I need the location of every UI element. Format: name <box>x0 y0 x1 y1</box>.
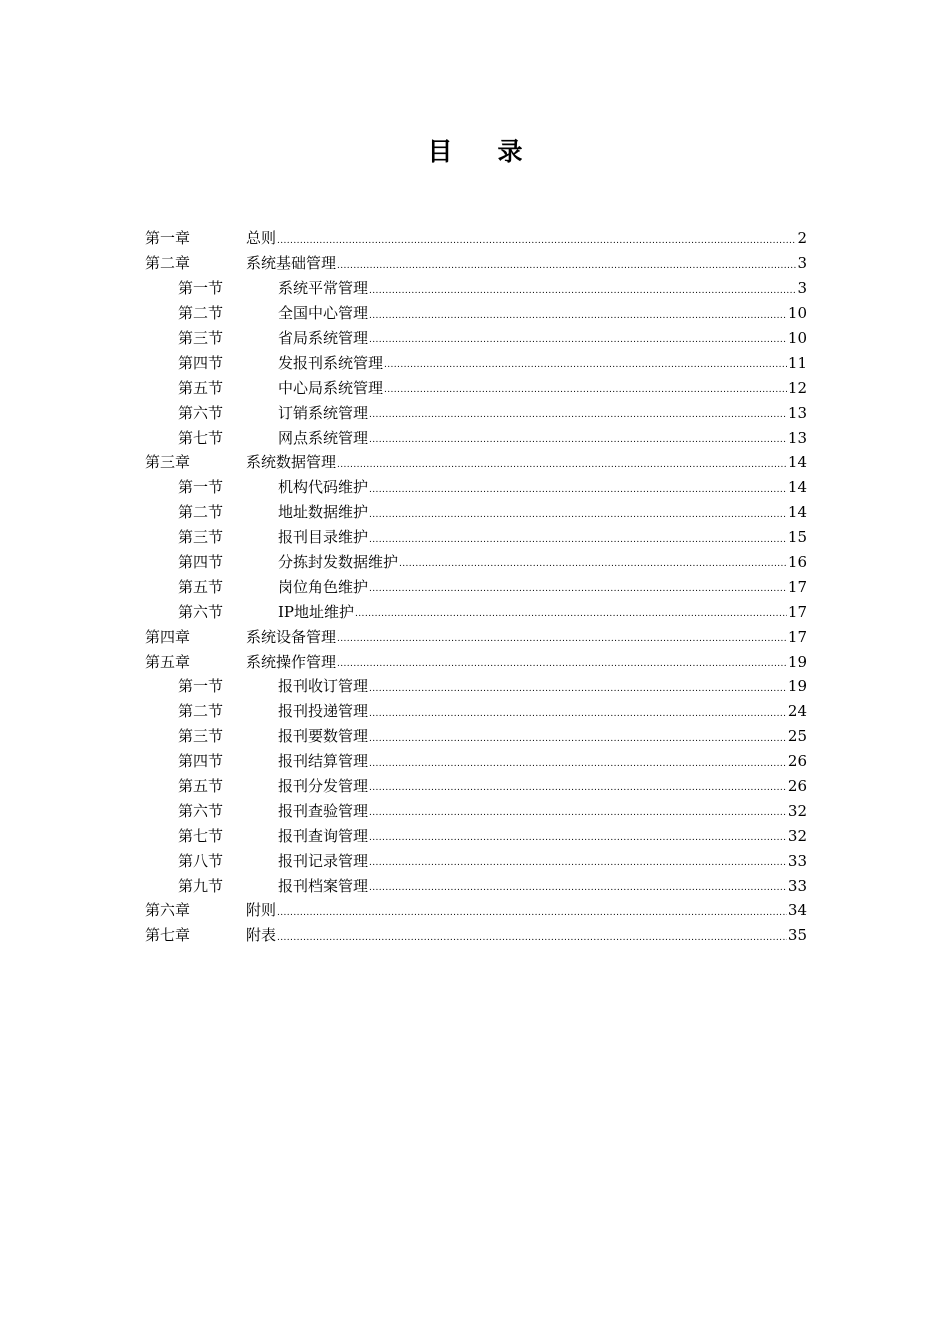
toc-entry-section[interactable] <box>145 574 807 599</box>
toc-entry-title: 附则 <box>246 901 277 920</box>
toc-entry-page-number: 33 <box>787 851 807 870</box>
toc-entry-section[interactable] <box>145 848 807 873</box>
toc-entry-number: 第七节 <box>178 826 224 845</box>
toc-entry-number: 第七章 <box>145 926 191 945</box>
toc-dot-leader <box>399 554 787 574</box>
toc-dot-leader <box>384 380 787 400</box>
toc-dot-leader <box>337 654 787 674</box>
toc-entry-number: 第五章 <box>145 652 191 671</box>
toc-entry-page-number: 14 <box>787 478 807 497</box>
toc-entry-number: 第二节 <box>178 304 224 323</box>
toc-entry-title: 报刊目录维护 <box>278 528 369 547</box>
toc-entry-number: 第八节 <box>178 851 224 870</box>
toc-entry-number: 第二节 <box>178 503 224 522</box>
toc-entry-page-number: 19 <box>787 652 807 671</box>
toc-entry-title: 全国中心管理 <box>278 304 369 323</box>
toc-entry-title: 系统设备管理 <box>246 627 337 646</box>
toc-dot-leader <box>369 505 787 525</box>
toc-entry-section[interactable] <box>145 301 807 326</box>
toc-entry-page-number: 3 <box>797 254 807 273</box>
toc-dot-leader <box>337 629 787 649</box>
toc-entry-section[interactable] <box>145 699 807 724</box>
toc-entry-page-number: 14 <box>787 503 807 522</box>
toc-entry-number: 第三节 <box>178 528 224 547</box>
toc-entry-number: 第二章 <box>145 254 191 273</box>
toc-dot-leader <box>369 853 787 873</box>
toc-entry-title: 机构代码维护 <box>278 478 369 497</box>
toc-entry-page-number: 19 <box>787 677 807 696</box>
toc-entry-number: 第六节 <box>178 602 224 621</box>
toc-entry-chapter[interactable] <box>145 649 807 674</box>
toc-dot-leader <box>369 704 787 724</box>
toc-entry-number: 第三节 <box>178 727 224 746</box>
toc-entry-number: 第四章 <box>145 627 191 646</box>
toc-entry-chapter[interactable] <box>145 624 807 649</box>
toc-entry-title: 系统基础管理 <box>246 254 337 273</box>
toc-dot-leader <box>369 679 787 699</box>
toc-entry-section[interactable] <box>145 798 807 823</box>
toc-entry-number: 第一节 <box>178 478 224 497</box>
toc-entry-title: 报刊档案管理 <box>278 876 369 895</box>
toc-entry-number: 第四节 <box>178 353 224 372</box>
toc-entry-title: 分拣封发数据维护 <box>278 553 399 572</box>
toc-entry-title: 报刊查询管理 <box>278 826 369 845</box>
toc-entry-page-number: 15 <box>787 528 807 547</box>
toc-entry-number: 第六节 <box>178 801 224 820</box>
toc-entry-title: 系统操作管理 <box>246 652 337 671</box>
toc-entry-number: 第三节 <box>178 329 224 347</box>
toc-entry-section[interactable] <box>145 749 807 774</box>
toc-entry-number: 第三章 <box>145 453 191 472</box>
toc-entry-chapter[interactable] <box>145 251 807 276</box>
toc-entry-section[interactable] <box>145 873 807 898</box>
toc-entry-title: 报刊查验管理 <box>278 801 369 820</box>
toc-entry-page-number: 17 <box>787 602 807 621</box>
toc-entry-chapter[interactable] <box>145 226 807 251</box>
toc-dot-leader <box>369 530 787 550</box>
toc-entry-number: 第五节 <box>178 378 224 397</box>
toc-entry-title: 系统平常管理 <box>278 279 369 298</box>
toc-dot-leader <box>369 405 787 425</box>
toc-entry-page-number: 13 <box>787 403 807 422</box>
toc-entry-chapter[interactable] <box>145 450 807 475</box>
toc-entry-page-number: 25 <box>787 727 807 746</box>
toc-entry-page-number: 32 <box>787 826 807 845</box>
toc-entry-number: 第九节 <box>178 876 224 895</box>
toc-entry-page-number: 24 <box>787 702 807 721</box>
toc-entry-section[interactable] <box>145 326 807 351</box>
toc-entry-section[interactable] <box>145 525 807 550</box>
toc-entry-page-number: 32 <box>787 801 807 820</box>
toc-entry-title: 中心局系统管理 <box>278 378 384 397</box>
toc-entry-number: 第一章 <box>145 229 191 248</box>
toc-entry-number: 第一节 <box>178 677 224 696</box>
toc-entry-title: 发报刊系统管理 <box>278 353 384 372</box>
toc-entry-number: 第六节 <box>178 403 224 422</box>
toc-entry-section[interactable] <box>145 375 807 400</box>
toc-entry-title: 附表 <box>246 926 277 945</box>
toc-entry-number: 第七节 <box>178 428 224 447</box>
toc-dot-leader <box>369 480 787 500</box>
toc-entry-page-number: 17 <box>787 627 807 646</box>
toc-entry-section[interactable] <box>145 774 807 799</box>
toc-entry-page-number: 2 <box>797 229 807 248</box>
toc-dot-leader <box>369 579 787 599</box>
toc-dot-leader <box>369 803 787 823</box>
toc-entry-section[interactable] <box>145 724 807 749</box>
toc-dot-leader <box>277 903 787 923</box>
toc-dot-leader <box>369 306 787 326</box>
toc-entry-chapter[interactable] <box>145 923 807 948</box>
toc-dot-leader <box>277 928 787 948</box>
toc-entry-number: 第四节 <box>178 553 224 572</box>
toc-entry-section[interactable] <box>145 425 807 450</box>
toc-dot-leader <box>369 828 787 848</box>
toc-entry-page-number: 16 <box>787 553 807 572</box>
toc-entry-section[interactable] <box>145 400 807 425</box>
toc-entry-title: 报刊收订管理 <box>278 677 369 696</box>
toc-entry-title: 总则 <box>246 229 277 248</box>
toc-entry-chapter[interactable] <box>145 898 807 923</box>
toc-entry-section[interactable] <box>145 823 807 848</box>
toc-entry-title: 报刊分发管理 <box>278 777 369 796</box>
toc-entry-page-number: 33 <box>787 876 807 895</box>
toc-entry-page-number: 14 <box>787 453 807 472</box>
toc-entry-section[interactable] <box>145 276 807 301</box>
toc-dot-leader <box>384 355 787 375</box>
toc-entry-page-number: 35 <box>787 926 807 945</box>
toc-entry-number: 第五节 <box>178 777 224 796</box>
toc-dot-leader <box>369 729 787 749</box>
toc-dot-leader <box>369 878 787 898</box>
toc-entry-title: 订销系统管理 <box>278 403 369 422</box>
toc-entry-page-number: 10 <box>787 329 807 347</box>
toc-entry-page-number: 13 <box>787 428 807 447</box>
toc-entry-page-number: 26 <box>787 777 807 796</box>
toc-entry-title: 岗位角色维护 <box>278 577 369 596</box>
toc-dot-leader <box>369 281 796 301</box>
toc-entry-section[interactable] <box>145 550 807 575</box>
toc-entry-number: 第五节 <box>178 577 224 596</box>
toc-entry-section[interactable] <box>145 475 807 500</box>
toc-entry-page-number: 17 <box>787 577 807 596</box>
toc-list <box>145 226 807 948</box>
toc-dot-leader <box>277 231 796 251</box>
toc-entry-title: 报刊投递管理 <box>278 702 369 721</box>
toc-entry-title: 地址数据维护 <box>278 503 369 522</box>
toc-entry-number: 第四节 <box>178 752 224 771</box>
toc-entry-section[interactable] <box>145 350 807 375</box>
toc-entry-page-number: 3 <box>797 279 807 298</box>
toc-entry-title: 报刊记录管理 <box>278 851 369 870</box>
toc-dot-leader <box>337 455 787 475</box>
toc-entry-page-number: 11 <box>787 353 807 372</box>
toc-title: 目录 <box>427 137 568 166</box>
toc-entry-section[interactable] <box>145 674 807 699</box>
toc-entry-number: 第六章 <box>145 901 191 920</box>
toc-dot-leader <box>369 330 787 350</box>
toc-entry-page-number: 10 <box>787 304 807 323</box>
toc-entry-section[interactable] <box>145 500 807 525</box>
toc-dot-leader <box>369 430 787 450</box>
toc-entry-title: 省局系统管理 <box>278 329 369 347</box>
toc-dot-leader <box>337 256 796 276</box>
toc-entry-number: 第一节 <box>178 279 224 298</box>
toc-entry-number: 第二节 <box>178 702 224 721</box>
toc-dot-leader <box>369 778 787 798</box>
toc-entry-page-number: 34 <box>787 901 807 920</box>
toc-entry-title: 报刊要数管理 <box>278 727 369 746</box>
toc-entry-section[interactable] <box>145 599 807 624</box>
toc-entry-title: 报刊结算管理 <box>278 752 369 771</box>
toc-entry-title: 系统数据管理 <box>246 453 337 472</box>
toc-dot-leader <box>369 754 787 774</box>
toc-entry-page-number: 12 <box>787 378 807 397</box>
toc-dot-leader <box>355 604 787 624</box>
toc-entry-title: IP地址维护 <box>278 602 355 621</box>
toc-entry-page-number: 26 <box>787 752 807 771</box>
toc-entry-title: 网点系统管理 <box>278 428 369 447</box>
